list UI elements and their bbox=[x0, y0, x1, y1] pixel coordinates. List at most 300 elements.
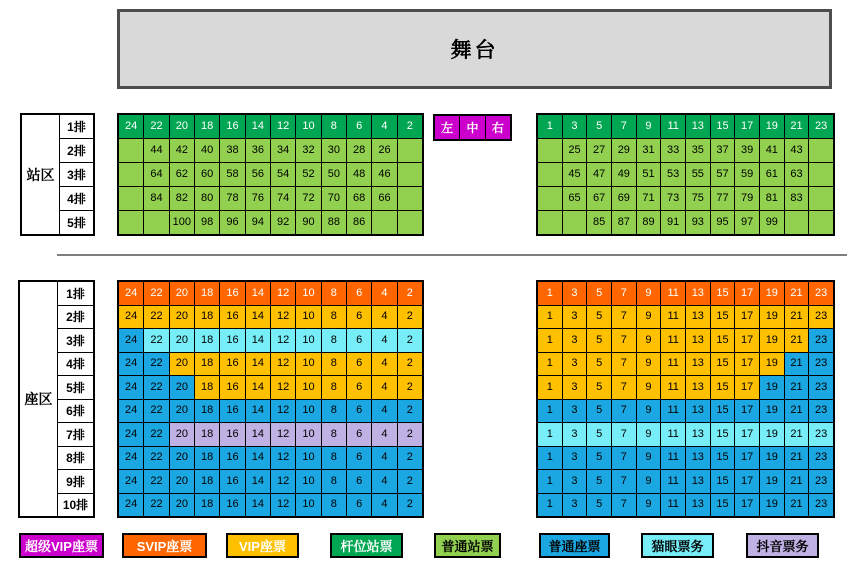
seat-cell: 14 bbox=[246, 423, 270, 446]
seat-cell: 18 bbox=[195, 306, 219, 329]
seat-cell: 18 bbox=[195, 329, 219, 352]
seat-cell: 7 bbox=[612, 494, 636, 517]
seat-cell: 7 bbox=[612, 282, 636, 305]
row-label: 1排 bbox=[58, 282, 93, 305]
seat-cell: 77 bbox=[711, 187, 735, 210]
seat-cell: 6 bbox=[347, 494, 371, 517]
seat-cell: 17 bbox=[735, 400, 759, 423]
seat-cell: 16 bbox=[220, 400, 244, 423]
seat-cell: 8 bbox=[322, 306, 346, 329]
seat-cell: 16 bbox=[220, 447, 244, 470]
seat-cell: 8 bbox=[322, 282, 346, 305]
seat-cell: 13 bbox=[686, 329, 710, 352]
seat-cell: 2 bbox=[398, 447, 422, 470]
seat-cell: 2 bbox=[398, 494, 422, 517]
seat-cell: 21 bbox=[785, 306, 809, 329]
seat-cell: 24 bbox=[119, 494, 143, 517]
stage: 舞台 bbox=[117, 9, 832, 89]
seat-cell: 94 bbox=[246, 211, 270, 234]
seat-cell: 23 bbox=[809, 494, 833, 517]
seat-cell: 12 bbox=[271, 423, 295, 446]
seat-cell: 10 bbox=[296, 306, 320, 329]
seat-cell: 16 bbox=[220, 115, 244, 138]
seat-cell: 18 bbox=[195, 400, 219, 423]
seat-cell: 20 bbox=[170, 494, 194, 517]
seat-cell: 10 bbox=[296, 423, 320, 446]
seat-cell: 40 bbox=[195, 139, 219, 162]
seat-cell: 10 bbox=[296, 376, 320, 399]
seat-cell: 2 bbox=[398, 353, 422, 376]
standing-block-left bbox=[117, 113, 424, 236]
seat-cell: 13 bbox=[686, 282, 710, 305]
seat-cell: 15 bbox=[711, 423, 735, 446]
seat-cell: 100 bbox=[170, 211, 194, 234]
seat-cell: 19 bbox=[760, 282, 784, 305]
seat-cell: 10 bbox=[296, 115, 320, 138]
seat-cell: 22 bbox=[144, 376, 168, 399]
seat-cell: 4 bbox=[372, 447, 396, 470]
seating-row-labels bbox=[58, 282, 93, 516]
seat-cell: 1 bbox=[538, 447, 562, 470]
seat-cell: 18 bbox=[195, 470, 219, 493]
seat-cell: 23 bbox=[809, 353, 833, 376]
seat-cell: 20 bbox=[170, 306, 194, 329]
seat-cell: 9 bbox=[637, 494, 661, 517]
seat-cell: 20 bbox=[170, 470, 194, 493]
standing-row-labels bbox=[60, 115, 93, 234]
seat-cell: 7 bbox=[612, 306, 636, 329]
seat-cell: 4 bbox=[372, 470, 396, 493]
seat-cell: 28 bbox=[347, 139, 371, 162]
seat-cell: 4 bbox=[372, 376, 396, 399]
seat-cell: 17 bbox=[735, 470, 759, 493]
seat-cell: 22 bbox=[144, 329, 168, 352]
seat-cell: 8 bbox=[322, 329, 346, 352]
seat-cell: 15 bbox=[711, 400, 735, 423]
seat-cell: 20 bbox=[170, 282, 194, 305]
standing-section-label-table bbox=[20, 113, 95, 236]
seat-cell: 11 bbox=[661, 494, 685, 517]
seat-cell: 19 bbox=[760, 447, 784, 470]
seat-cell: 16 bbox=[220, 353, 244, 376]
seat-cell: 16 bbox=[220, 282, 244, 305]
seat-cell: 81 bbox=[760, 187, 784, 210]
empty-seat-cell bbox=[809, 187, 833, 210]
seat-cell: 23 bbox=[809, 423, 833, 446]
seat-cell: 3 bbox=[563, 329, 587, 352]
seat-cell: 34 bbox=[271, 139, 295, 162]
seat-cell: 4 bbox=[372, 282, 396, 305]
seat-cell: 98 bbox=[195, 211, 219, 234]
seat-cell: 84 bbox=[144, 187, 168, 210]
seat-cell: 88 bbox=[322, 211, 346, 234]
seat-cell: 13 bbox=[686, 494, 710, 517]
seat-cell: 65 bbox=[563, 187, 587, 210]
seat-cell: 3 bbox=[563, 306, 587, 329]
seat-cell: 19 bbox=[760, 329, 784, 352]
seat-cell: 8 bbox=[322, 447, 346, 470]
seat-cell: 19 bbox=[760, 423, 784, 446]
seat-cell: 24 bbox=[119, 470, 143, 493]
seat-cell: 83 bbox=[785, 187, 809, 210]
seat-cell: 9 bbox=[637, 282, 661, 305]
empty-seat-cell bbox=[538, 139, 562, 162]
seat-cell: 47 bbox=[587, 163, 611, 186]
empty-seat-cell bbox=[372, 211, 396, 234]
seat-cell: 4 bbox=[372, 494, 396, 517]
seat-cell: 5 bbox=[587, 470, 611, 493]
seat-cell: 6 bbox=[347, 400, 371, 423]
empty-seat-cell bbox=[809, 211, 833, 234]
seat-cell: 22 bbox=[144, 494, 168, 517]
seat-cell: 4 bbox=[372, 423, 396, 446]
seat-cell: 2 bbox=[398, 376, 422, 399]
left-center-right-indicator bbox=[433, 114, 512, 141]
seat-cell: 13 bbox=[686, 306, 710, 329]
seat-cell: 22 bbox=[144, 423, 168, 446]
seat-cell: 18 bbox=[195, 353, 219, 376]
seat-cell: 55 bbox=[686, 163, 710, 186]
seat-cell: 7 bbox=[612, 447, 636, 470]
seat-cell: 12 bbox=[271, 470, 295, 493]
seat-cell: 27 bbox=[587, 139, 611, 162]
seat-cell: 18 bbox=[195, 282, 219, 305]
seat-cell: 8 bbox=[322, 423, 346, 446]
seat-cell: 19 bbox=[760, 306, 784, 329]
seat-cell: 3 bbox=[563, 353, 587, 376]
seat-cell: 19 bbox=[760, 494, 784, 517]
seat-cell: 3 bbox=[563, 376, 587, 399]
seat-cell: 14 bbox=[246, 115, 270, 138]
seat-cell: 14 bbox=[246, 494, 270, 517]
seat-cell: 8 bbox=[322, 353, 346, 376]
seat-cell: 51 bbox=[637, 163, 661, 186]
seat-cell: 24 bbox=[119, 423, 143, 446]
seat-cell: 42 bbox=[170, 139, 194, 162]
seat-cell: 6 bbox=[347, 376, 371, 399]
empty-seat-cell bbox=[538, 211, 562, 234]
seat-cell: 11 bbox=[661, 353, 685, 376]
seat-cell: 15 bbox=[711, 353, 735, 376]
seat-cell: 24 bbox=[119, 353, 143, 376]
seat-cell: 71 bbox=[637, 187, 661, 210]
seat-cell: 17 bbox=[735, 494, 759, 517]
seat-cell: 17 bbox=[735, 329, 759, 352]
seat-cell: 3 bbox=[563, 282, 587, 305]
legend-item: VIP座票 bbox=[226, 533, 299, 558]
seat-cell: 13 bbox=[686, 400, 710, 423]
legend-item: 超级VIP座票 bbox=[19, 533, 104, 558]
seating-section-title: 座区 bbox=[20, 282, 57, 516]
seat-cell: 19 bbox=[760, 376, 784, 399]
seat-cell: 19 bbox=[760, 353, 784, 376]
seat-cell: 4 bbox=[372, 115, 396, 138]
seat-cell: 7 bbox=[612, 400, 636, 423]
seat-cell: 9 bbox=[637, 470, 661, 493]
seat-cell: 53 bbox=[661, 163, 685, 186]
seat-cell: 1 bbox=[538, 115, 562, 138]
seat-cell: 20 bbox=[170, 115, 194, 138]
seat-cell: 18 bbox=[195, 115, 219, 138]
seat-cell: 20 bbox=[170, 423, 194, 446]
row-label: 2排 bbox=[58, 306, 93, 329]
seat-cell: 30 bbox=[322, 139, 346, 162]
seat-cell: 95 bbox=[711, 211, 735, 234]
seat-cell: 24 bbox=[119, 306, 143, 329]
seat-cell: 2 bbox=[398, 329, 422, 352]
empty-seat-cell bbox=[398, 211, 422, 234]
seat-cell: 23 bbox=[809, 447, 833, 470]
seat-cell: 5 bbox=[587, 306, 611, 329]
seat-cell: 69 bbox=[612, 187, 636, 210]
seat-cell: 20 bbox=[170, 400, 194, 423]
seat-cell: 6 bbox=[347, 282, 371, 305]
seat-cell: 93 bbox=[686, 211, 710, 234]
seat-cell: 12 bbox=[271, 400, 295, 423]
seat-cell: 31 bbox=[637, 139, 661, 162]
seat-cell: 9 bbox=[637, 115, 661, 138]
seat-cell: 12 bbox=[271, 329, 295, 352]
seat-cell: 9 bbox=[637, 423, 661, 446]
seat-cell: 10 bbox=[296, 494, 320, 517]
row-label: 7排 bbox=[58, 423, 93, 446]
seat-cell: 21 bbox=[785, 470, 809, 493]
seat-cell: 15 bbox=[711, 447, 735, 470]
seat-cell: 41 bbox=[760, 139, 784, 162]
empty-seat-cell bbox=[119, 139, 143, 162]
empty-seat-cell bbox=[785, 211, 809, 234]
seat-cell: 14 bbox=[246, 353, 270, 376]
seat-cell: 11 bbox=[661, 282, 685, 305]
seat-cell: 12 bbox=[271, 306, 295, 329]
seat-cell: 12 bbox=[271, 494, 295, 517]
seat-cell: 5 bbox=[587, 494, 611, 517]
seat-cell: 22 bbox=[144, 470, 168, 493]
row-label: 3排 bbox=[58, 329, 93, 352]
seat-cell: 3 bbox=[563, 447, 587, 470]
seat-cell: 9 bbox=[637, 329, 661, 352]
seating-block-left bbox=[117, 280, 424, 518]
empty-seat-cell bbox=[809, 139, 833, 162]
legend-item: 普通站票 bbox=[434, 533, 501, 558]
seat-cell: 87 bbox=[612, 211, 636, 234]
seat-cell: 20 bbox=[170, 376, 194, 399]
seat-cell: 45 bbox=[563, 163, 587, 186]
seat-cell: 67 bbox=[587, 187, 611, 210]
seat-cell: 72 bbox=[296, 187, 320, 210]
seat-cell: 7 bbox=[612, 470, 636, 493]
seat-cell: 11 bbox=[661, 376, 685, 399]
seat-cell: 20 bbox=[170, 353, 194, 376]
seat-cell: 12 bbox=[271, 282, 295, 305]
seat-cell: 1 bbox=[538, 329, 562, 352]
seat-cell: 16 bbox=[220, 470, 244, 493]
seat-cell: 9 bbox=[637, 376, 661, 399]
seat-cell: 74 bbox=[271, 187, 295, 210]
seat-cell: 5 bbox=[587, 376, 611, 399]
seat-cell: 11 bbox=[661, 423, 685, 446]
seat-cell: 6 bbox=[347, 447, 371, 470]
seat-cell: 38 bbox=[220, 139, 244, 162]
seat-cell: 8 bbox=[322, 470, 346, 493]
seat-cell: 7 bbox=[612, 115, 636, 138]
seat-cell: 1 bbox=[538, 470, 562, 493]
seat-cell: 24 bbox=[119, 329, 143, 352]
legend-item: 抖音票务 bbox=[746, 533, 819, 558]
row-label: 5排 bbox=[60, 211, 93, 234]
row-label: 4排 bbox=[58, 353, 93, 376]
empty-seat-cell bbox=[538, 187, 562, 210]
seat-cell: 17 bbox=[735, 447, 759, 470]
seat-cell: 21 bbox=[785, 329, 809, 352]
seat-cell: 6 bbox=[347, 353, 371, 376]
row-label: 5排 bbox=[58, 376, 93, 399]
seat-cell: 10 bbox=[296, 282, 320, 305]
seat-cell: 97 bbox=[735, 211, 759, 234]
seat-cell: 17 bbox=[735, 376, 759, 399]
seat-cell: 5 bbox=[587, 353, 611, 376]
seat-cell: 66 bbox=[372, 187, 396, 210]
seat-cell: 21 bbox=[785, 400, 809, 423]
seat-cell: 23 bbox=[809, 470, 833, 493]
seat-cell: 15 bbox=[711, 376, 735, 399]
seat-cell: 48 bbox=[347, 163, 371, 186]
seat-cell: 15 bbox=[711, 470, 735, 493]
seat-cell: 19 bbox=[760, 470, 784, 493]
seat-cell: 22 bbox=[144, 447, 168, 470]
seat-cell: 85 bbox=[587, 211, 611, 234]
seat-cell: 14 bbox=[246, 306, 270, 329]
row-label: 8排 bbox=[58, 447, 93, 470]
seat-cell: 89 bbox=[637, 211, 661, 234]
seat-cell: 11 bbox=[661, 400, 685, 423]
seat-cell: 15 bbox=[711, 282, 735, 305]
seat-cell: 24 bbox=[119, 376, 143, 399]
seat-cell: 10 bbox=[296, 329, 320, 352]
seat-cell: 79 bbox=[735, 187, 759, 210]
seat-cell: 6 bbox=[347, 329, 371, 352]
seat-cell: 12 bbox=[271, 376, 295, 399]
seat-cell: 10 bbox=[296, 353, 320, 376]
empty-seat-cell bbox=[538, 163, 562, 186]
seat-cell: 75 bbox=[686, 187, 710, 210]
seat-cell: 8 bbox=[322, 400, 346, 423]
row-label: 4排 bbox=[60, 187, 93, 210]
seat-cell: 12 bbox=[271, 115, 295, 138]
seating-section-label-table bbox=[18, 280, 95, 518]
seat-cell: 10 bbox=[296, 447, 320, 470]
seat-cell: 59 bbox=[735, 163, 759, 186]
seat-cell: 5 bbox=[587, 282, 611, 305]
seat-cell: 14 bbox=[246, 400, 270, 423]
seat-cell: 16 bbox=[220, 376, 244, 399]
seat-cell: 1 bbox=[538, 400, 562, 423]
row-label: 9排 bbox=[58, 470, 93, 493]
seat-cell: 23 bbox=[809, 376, 833, 399]
empty-seat-cell bbox=[809, 163, 833, 186]
seat-cell: 92 bbox=[271, 211, 295, 234]
empty-seat-cell bbox=[144, 211, 168, 234]
seat-cell: 1 bbox=[538, 282, 562, 305]
seat-cell: 1 bbox=[538, 376, 562, 399]
seat-cell: 16 bbox=[220, 306, 244, 329]
seat-cell: 23 bbox=[809, 282, 833, 305]
seat-cell: 62 bbox=[170, 163, 194, 186]
seat-cell: 7 bbox=[612, 376, 636, 399]
seat-cell: 4 bbox=[372, 306, 396, 329]
seat-cell: 4 bbox=[372, 400, 396, 423]
seat-cell: 22 bbox=[144, 400, 168, 423]
seat-cell: 11 bbox=[661, 470, 685, 493]
seat-cell: 56 bbox=[246, 163, 270, 186]
seat-cell: 7 bbox=[612, 423, 636, 446]
seat-cell: 5 bbox=[587, 400, 611, 423]
seat-cell: 35 bbox=[686, 139, 710, 162]
seat-cell: 13 bbox=[686, 447, 710, 470]
seat-cell: 5 bbox=[587, 115, 611, 138]
seat-cell: 4 bbox=[372, 353, 396, 376]
row-label: 10排 bbox=[58, 494, 93, 517]
seat-cell: 90 bbox=[296, 211, 320, 234]
seating-block-right bbox=[536, 280, 835, 518]
seat-cell: 64 bbox=[144, 163, 168, 186]
seat-cell: 9 bbox=[637, 447, 661, 470]
legend-item: SVIP座票 bbox=[122, 533, 207, 558]
seat-cell: 91 bbox=[661, 211, 685, 234]
seat-cell: 23 bbox=[809, 329, 833, 352]
seat-cell: 3 bbox=[563, 115, 587, 138]
seat-cell: 中 bbox=[460, 116, 484, 139]
seat-cell: 16 bbox=[220, 423, 244, 446]
seat-cell: 24 bbox=[119, 115, 143, 138]
standing-section-title: 站区 bbox=[22, 115, 59, 234]
seat-cell: 60 bbox=[195, 163, 219, 186]
seat-cell: 21 bbox=[785, 353, 809, 376]
seat-cell: 78 bbox=[220, 187, 244, 210]
seat-cell: 左 bbox=[435, 116, 459, 139]
seat-cell: 61 bbox=[760, 163, 784, 186]
seat-cell: 23 bbox=[809, 400, 833, 423]
seat-cell: 1 bbox=[538, 423, 562, 446]
row-label: 1排 bbox=[60, 115, 93, 138]
seat-cell: 17 bbox=[735, 423, 759, 446]
seat-cell: 52 bbox=[296, 163, 320, 186]
seat-cell: 50 bbox=[322, 163, 346, 186]
seat-cell: 15 bbox=[711, 306, 735, 329]
seat-cell: 26 bbox=[372, 139, 396, 162]
seat-cell: 33 bbox=[661, 139, 685, 162]
seat-cell: 16 bbox=[220, 329, 244, 352]
seat-cell: 86 bbox=[347, 211, 371, 234]
seat-cell: 19 bbox=[760, 400, 784, 423]
seat-cell: 15 bbox=[711, 494, 735, 517]
seat-cell: 44 bbox=[144, 139, 168, 162]
seat-cell: 20 bbox=[170, 447, 194, 470]
seat-cell: 22 bbox=[144, 282, 168, 305]
seat-cell: 6 bbox=[347, 115, 371, 138]
seat-cell: 19 bbox=[760, 115, 784, 138]
seat-cell: 8 bbox=[322, 376, 346, 399]
seat-cell: 2 bbox=[398, 282, 422, 305]
empty-seat-cell bbox=[398, 163, 422, 186]
empty-seat-cell bbox=[563, 211, 587, 234]
seat-cell: 54 bbox=[271, 163, 295, 186]
seat-cell: 25 bbox=[563, 139, 587, 162]
seat-cell: 46 bbox=[372, 163, 396, 186]
seat-cell: 23 bbox=[809, 115, 833, 138]
seat-cell: 2 bbox=[398, 400, 422, 423]
seat-cell: 2 bbox=[398, 470, 422, 493]
